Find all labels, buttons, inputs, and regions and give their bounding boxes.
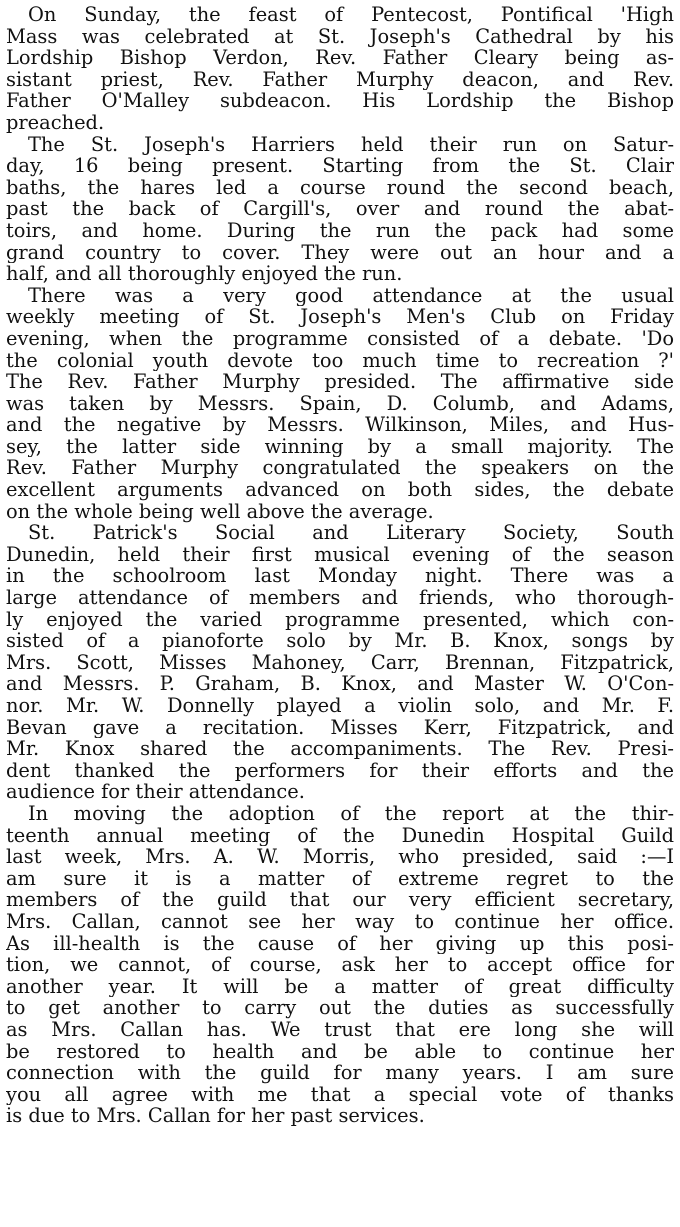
text-line: another year. It will be a matter of great difficulty — [6, 975, 674, 998]
text-line: half, and all thoroughly enjoyed the run. — [6, 262, 403, 286]
text-line: ly enjoyed the varied programme presented, which con- — [6, 608, 674, 631]
text-line: toirs, and home. During the run the pack had some — [6, 219, 674, 242]
text-line: The St. Joseph's Harriers held their run on Satur- — [28, 133, 674, 156]
text-line: Dunedin, held their first musical evening of the season — [6, 543, 674, 566]
text-line: teenth annual meeting of the Dunedin Hospital Guild — [6, 824, 674, 847]
text-line: the colonial youth devote too much time to recreation ?' — [6, 349, 674, 372]
text-line: as Mrs. Callan has. We trust that ere long she will — [6, 1018, 674, 1041]
text-line: In moving the adoption of the report at the thir- — [28, 802, 674, 825]
text-line: you all agree with me that a special vote of thanks — [6, 1083, 674, 1106]
text-line: in the schoolroom last Monday night. There was a — [6, 565, 674, 588]
text-line: evening, when the programme consisted of a debate. 'Do — [6, 327, 674, 350]
text-line: Bevan gave a recitation. Misses Kerr, Fitzpatrick, and — [6, 716, 674, 739]
text-line: weekly meeting of St. Joseph's Men's Club on Friday — [6, 306, 674, 328]
text-line: audience for their attendance. — [6, 780, 305, 804]
text-line: As ill-health is the cause of her giving up this posi- — [6, 932, 674, 955]
text-line: On Sunday, the feast of Pentecost, Pontifical 'High — [28, 4, 674, 26]
paragraph-harriers-run — [6, 134, 674, 285]
text-line: last week, Mrs. A. W. Morris, who presided, said :—I — [6, 846, 674, 868]
text-line: nor. Mr. W. Donnelly played a violin solo, and Mr. F. — [6, 695, 674, 717]
text-line: baths, the hares led a course round the second beach, — [6, 176, 674, 199]
text-line: and Messrs. P. Graham, B. Knox, and Master W. O'Con- — [6, 673, 674, 695]
text-line: Mrs. Scott, Misses Mahoney, Carr, Brennan, Fitzpatrick, — [6, 651, 674, 674]
text-line: is due to Mrs. Callan for her past services. — [6, 1104, 425, 1128]
text-line: and the negative by Messrs. Wilkinson, Miles, and Hus- — [6, 414, 674, 436]
text-line: St. Patrick's Social and Literary Society, South — [28, 522, 674, 544]
text-line: grand country to cover. They were out an hour and a — [6, 241, 674, 264]
text-line: preached. — [6, 110, 105, 134]
paragraph-st-patricks-society — [6, 522, 674, 803]
text-line: The Rev. Father Murphy presided. The affirmative side — [6, 371, 674, 393]
text-line: Rev. Father Murphy congratulated the speakers on the — [6, 457, 674, 480]
text-line: on the whole being well above the average. — [6, 499, 434, 523]
text-line: be restored to health and be able to continue her — [6, 1040, 674, 1063]
text-line: tion, we cannot, of course, ask her to accept office for — [6, 954, 674, 976]
text-line: was taken by Messrs. Spain, D. Columb, and Adams, — [6, 392, 674, 415]
paragraph-mens-club-debate — [6, 285, 674, 523]
text-line: Lordship Bishop Verdon, Rev. Father Cleary being as- — [6, 47, 674, 69]
text-line: connection with the guild for many years. I am sure — [6, 1062, 674, 1084]
text-line: am sure it is a matter of extreme regret to the — [6, 867, 674, 890]
text-line: sisted of a pianoforte solo by Mr. B. Knox, songs by — [6, 630, 674, 652]
text-line: large attendance of members and friends, who thorough- — [6, 587, 674, 609]
text-line: dent thanked the performers for their efforts and the — [6, 759, 674, 782]
text-line: day, 16 being present. Starting from the St. Clair — [6, 155, 674, 177]
text-line: excellent arguments advanced on both sides, the debate — [6, 479, 674, 501]
text-line: sey, the latter side winning by a small majority. The — [6, 435, 674, 458]
text-line: There was a very good attendance at the usual — [28, 284, 674, 307]
text-line: Mass was celebrated at St. Joseph's Cathedral by his — [6, 25, 674, 48]
text-line: to get another to carry out the duties as successfully — [6, 997, 674, 1019]
text-line: sistant priest, Rev. Father Murphy deacon, and Rev. — [6, 68, 674, 91]
text-line: Mrs. Callan, cannot see her way to continue her office. — [6, 910, 674, 933]
text-line: members of the guild that our very efficient secretary, — [6, 889, 674, 911]
paragraph-hospital-guild — [6, 803, 674, 1127]
paragraph-pentecost-mass — [6, 4, 674, 134]
text-line: Mr. Knox shared the accompaniments. The Rev. Presi- — [6, 738, 674, 760]
text-line: Father O'Malley subdeacon. His Lordship the Bishop — [6, 90, 674, 112]
text-line: past the back of Cargill's, over and round the abat- — [6, 198, 674, 220]
